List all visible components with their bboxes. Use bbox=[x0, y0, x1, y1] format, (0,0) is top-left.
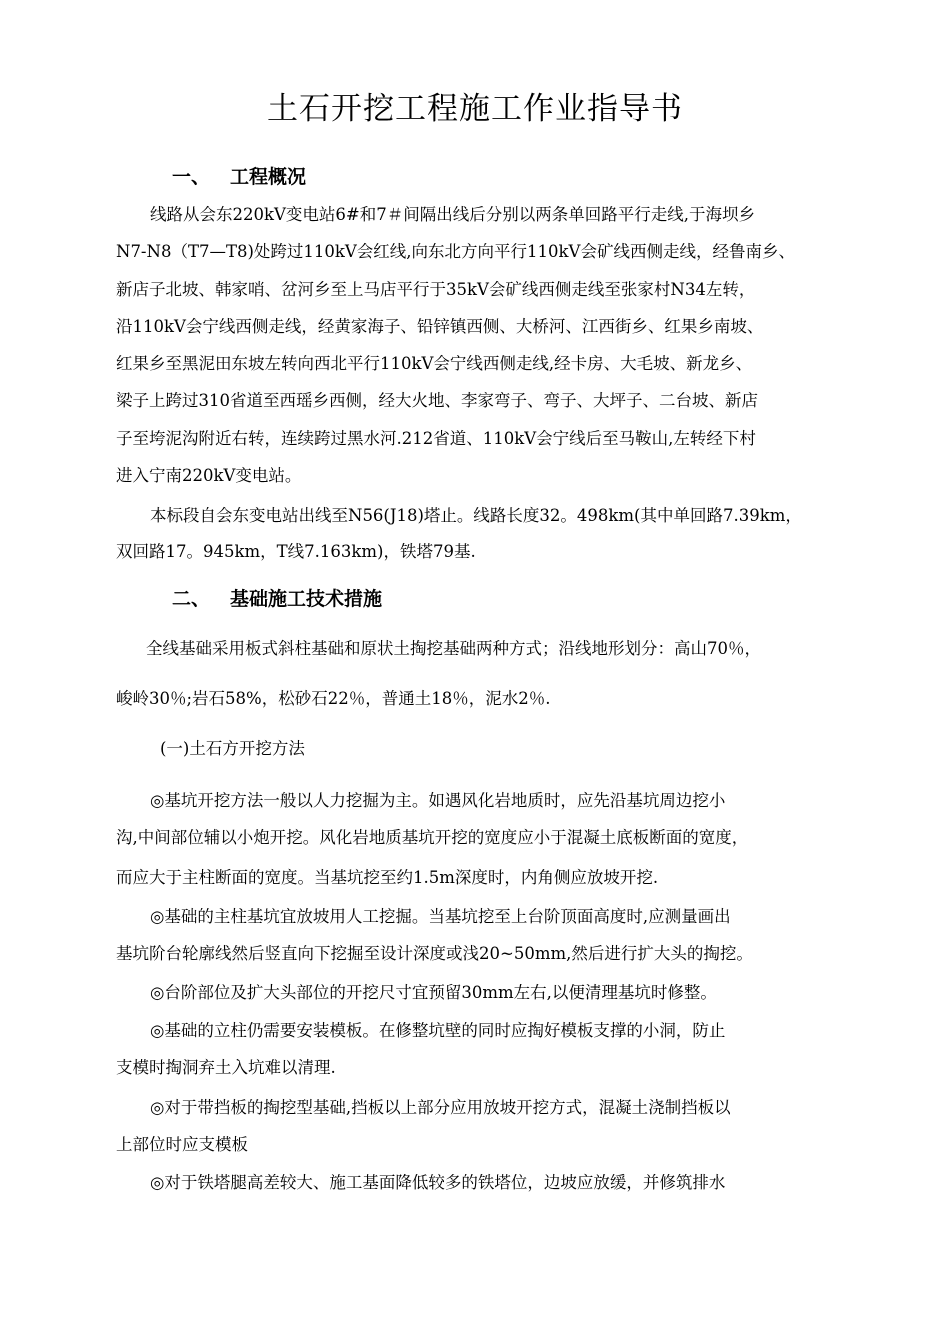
paragraph-line: 本标段自会东变电站出线至N56(J18)塔止。线路长度32。498km(其中单回路7.39km， bbox=[150, 506, 802, 525]
paragraph-line: 子至垮泥沟附近右转，连续跨过黑水河.212省道、110kV会宁线后至马鞍山,左转经下村 bbox=[116, 429, 756, 448]
paragraph-line: 沿110kV会宁线西侧走线，经黄家海子、铅锌镇西侧、大桥河、江西街乡、红果乡南坡、 bbox=[116, 317, 764, 336]
paragraph-line: 梁子上跨过310省道至西瑶乡西侧，经大火地、李家弯子、弯子、大坪子、二台坡、新店 bbox=[116, 391, 758, 410]
paragraph-line: ◎基础的主柱基坑宜放坡用人工挖掘。当基坑挖至上台阶顶面高度时,应测量画出 bbox=[150, 907, 731, 926]
paragraph-line: 峻岭30％;岩石58%，松砂石22％，普通土18％，泥水2％. bbox=[116, 689, 551, 708]
paragraph-line: 进入宁南220kV变电站。 bbox=[116, 466, 302, 485]
paragraph-line: 线路从会东220kV变电站6#和7＃间隔出线后分别以两条单回路平行走线,于海坝乡 bbox=[150, 205, 755, 224]
paragraph-line: ◎对于铁塔腿高差较大、施工基面降低较多的铁塔位，边坡应放缓，并修筑排水 bbox=[150, 1173, 726, 1192]
paragraph-line: 上部位时应支模板 bbox=[116, 1135, 248, 1154]
section-title: 工程概况 bbox=[230, 166, 307, 188]
paragraph-line: 支模时掏洞弃土入坑难以清理. bbox=[116, 1058, 336, 1077]
paragraph-line: 沟,中间部位辅以小炮开挖。风化岩地质基坑开挖的宽度应小于混凝土底板断面的宽度， bbox=[116, 828, 749, 847]
paragraph-line: 基坑阶台轮廓线然后竖直向下挖掘至设计深度或浅20~50mm,然后进行扩大头的掏挖。 bbox=[116, 944, 753, 963]
paragraph-line: ◎基础的立柱仍需要安装模板。在修整坑壁的同时应掏好模板支撑的小洞，防止 bbox=[150, 1021, 726, 1040]
section-heading-overview bbox=[172, 164, 306, 190]
paragraph-line: 全线基础采用板式斜柱基础和原状土掏挖基础两种方式；沿线地形划分：高山70％， bbox=[146, 639, 761, 658]
section-number: 一、 bbox=[172, 166, 211, 188]
subheading: (一)土石方开挖方法 bbox=[160, 739, 305, 758]
section-number: 二、 bbox=[172, 588, 211, 610]
paragraph-line: ◎基坑开挖方法一般以人力挖掘为主。如遇风化岩地质时，应先沿基坑周边挖小 bbox=[150, 791, 726, 810]
paragraph-line: 而应大于主柱断面的宽度。当基坑挖至约1.5m深度时，内角侧应放坡开挖. bbox=[116, 868, 659, 887]
paragraph-line: ◎台阶部位及扩大头部位的开挖尺寸宜预留30mm左右,以便清理基坑时修整。 bbox=[150, 983, 717, 1002]
document-title: 土石开挖工程施工作业指导书 bbox=[267, 91, 683, 127]
paragraph-line: 双回路17。945km，T线7.163km)，铁塔79基. bbox=[116, 542, 476, 561]
paragraph-line: 新店子北坡、韩家哨、岔河乡至上马店平行于35kV会矿线西侧走线至张家村N34左转， bbox=[116, 280, 756, 299]
section-title: 基础施工技术措施 bbox=[230, 588, 383, 610]
paragraph-line: N7-N8（T7—T8)处跨过110kV会红线,向东北方向平行110kV会矿线西侧走线，经鲁南乡、 bbox=[116, 242, 795, 261]
paragraph-line: 红果乡至黑泥田东坡左转向西北平行110kV会宁线西侧走线,经卡房、大毛坡、新龙乡、 bbox=[116, 354, 753, 373]
section-heading-foundation bbox=[172, 586, 382, 612]
paragraph-line: ◎对于带挡板的掏挖型基础,挡板以上部分应用放坡开挖方式，混凝土浇制挡板以 bbox=[150, 1098, 731, 1117]
